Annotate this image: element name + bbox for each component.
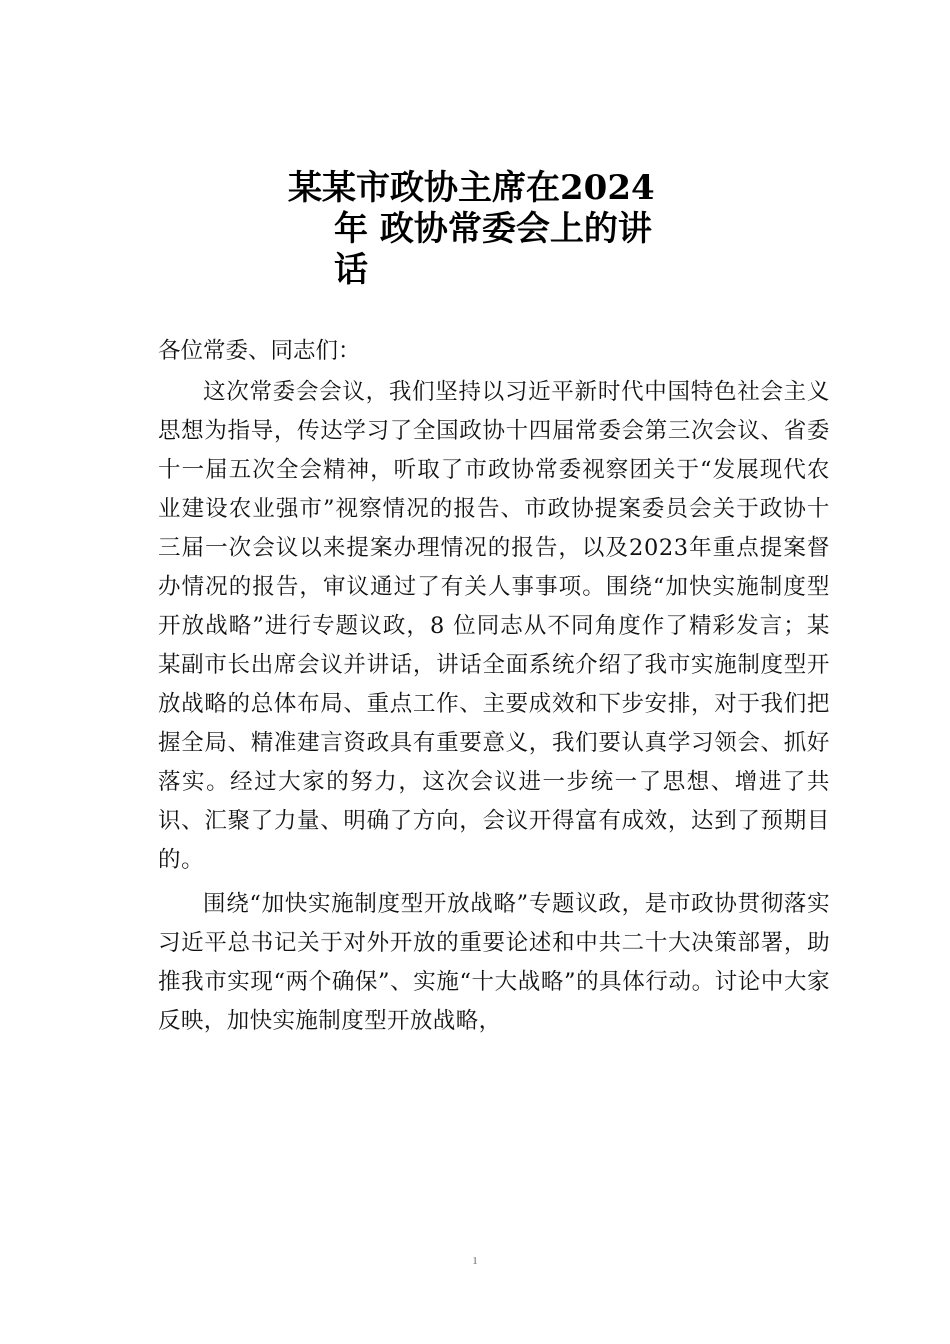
paragraph-1: 这次常委会会议，我们坚持以习近平新时代中国特色社会主义思想为指导，传达学习了全国政协十四届常委会第三次会议、省委十一届五次全会精神，听取了市政协常委视察团关于“发展现代农业建设农业强市”视察情况的报告、市政协提案委员会关于政协十三届一次会议以来提案办理情况的报告，以及2023年重点提案督办情况的报告，审议通过了有关人事事项。围绕“加快实施制度型开放战略”进行专题议政，8 位同志从不同角度作了精彩发言；某某副市长出席会议并讲话，讲话全面系统介绍了我市实施制度型开放战略的总体布局、重点工作、主要成效和下步安排，对于我们把握全局、精准建言资政具有重要意义，我们要认真学习领会、抓好落实。经过大家的努力，这次会议进一步统一了思想、增进了共识、汇聚了力量、明确了方向，会议开得富有成效，达到了预期目的。 bbox=[158, 379, 830, 873]
document-title bbox=[288, 168, 668, 291]
document-body bbox=[158, 332, 830, 1046]
title-line-2: 年 政协常委会上的讲 bbox=[334, 209, 652, 249]
title-line-1: 某某市政协主席在2024 bbox=[288, 168, 655, 208]
page-number: 1 bbox=[472, 1255, 478, 1267]
paragraph-2: 围绕“加快实施制度型开放战略”专题议政，是市政协贯彻落实习近平总书记关于对外开放的重要论述和中共二十大决策部署，助推我市实现“两个确保”、实施“十大战略”的具体行动。讨论中大家反映，加快实施制度型开放战略， bbox=[158, 891, 830, 1034]
title-line-3: 话 bbox=[334, 250, 368, 290]
salutation: 各位常委、同志们： bbox=[158, 338, 361, 364]
